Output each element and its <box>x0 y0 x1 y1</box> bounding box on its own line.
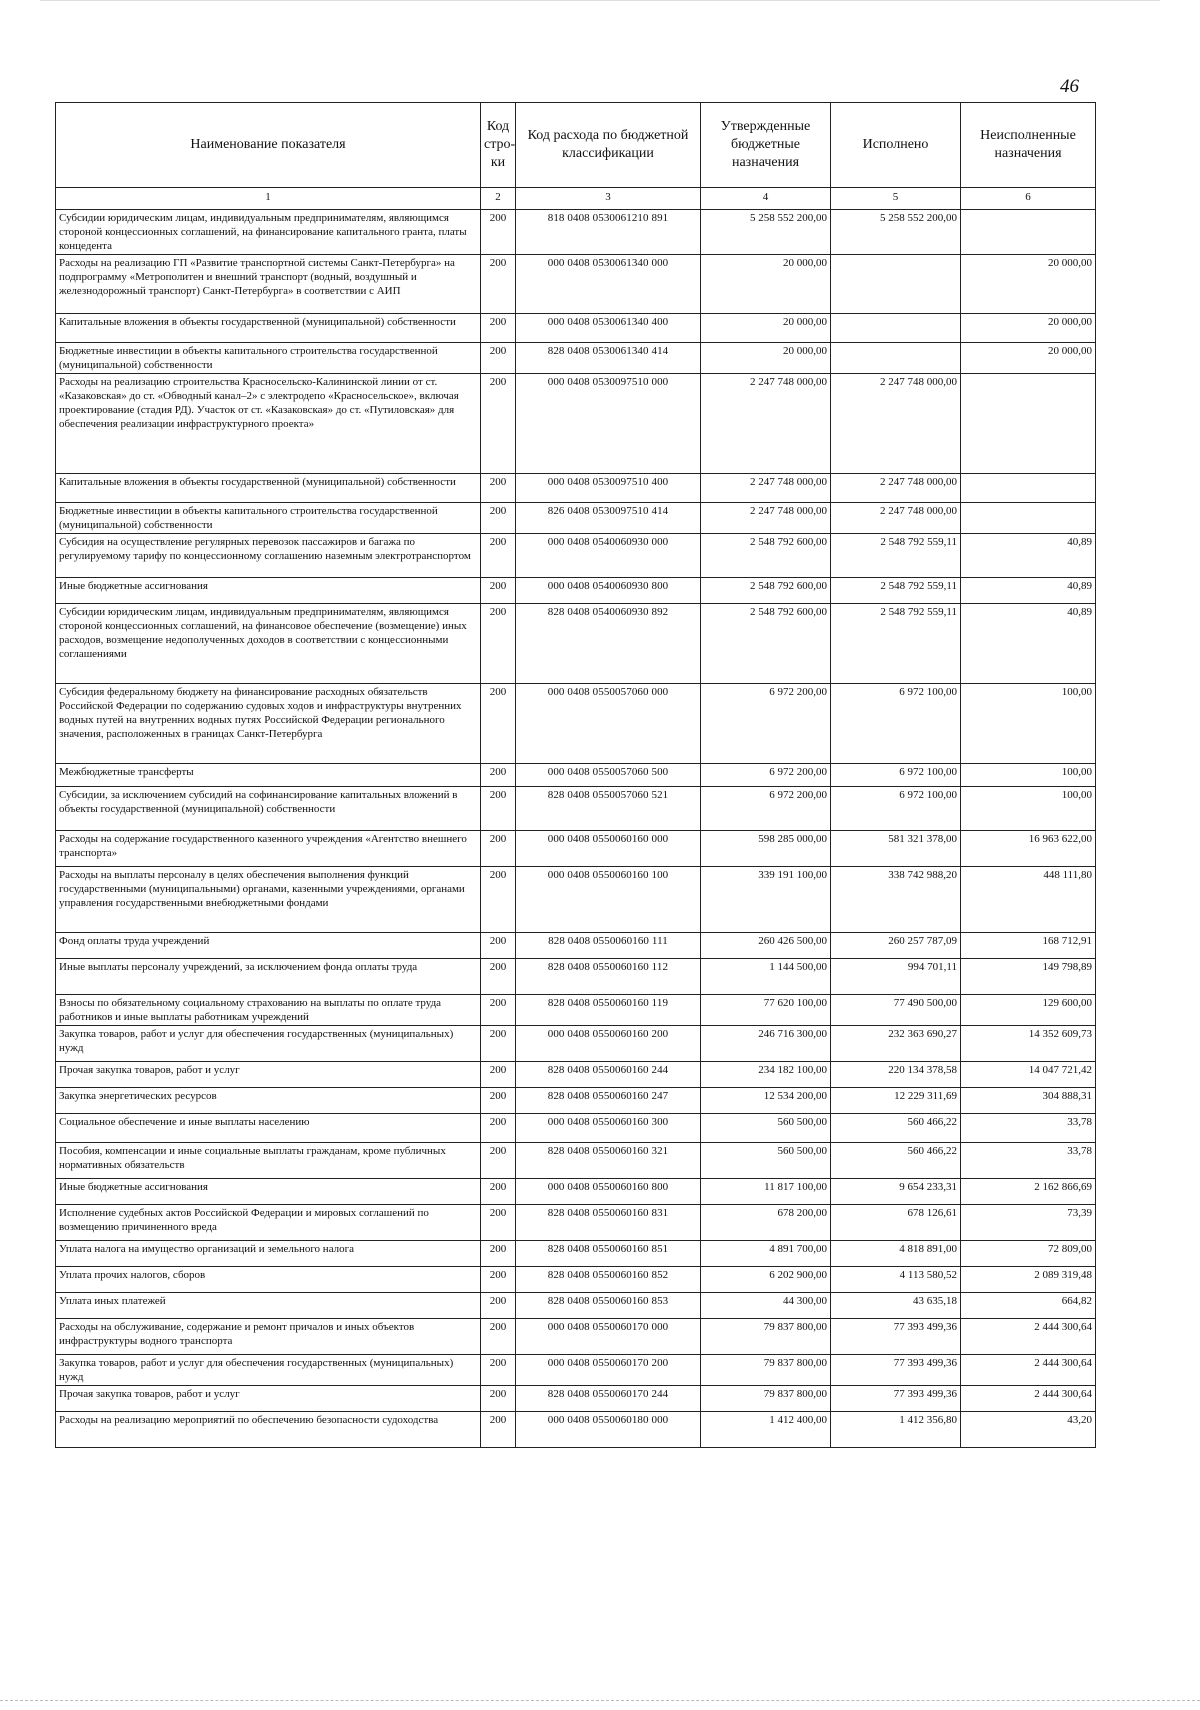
row-kbk-cell: 000 0408 0540060930 000 <box>516 534 701 578</box>
row-unexecuted-cell: 2 444 300,64 <box>961 1319 1096 1355</box>
row-approved-cell: 79 837 800,00 <box>701 1386 831 1412</box>
header-code: Код стро-ки <box>481 103 516 188</box>
table-row <box>56 604 1096 684</box>
row-unexecuted-cell: 304 888,31 <box>961 1088 1096 1114</box>
row-name-cell: Уплата прочих налогов, сборов <box>56 1267 481 1293</box>
table-row <box>56 1293 1096 1319</box>
row-code-cell: 200 <box>481 255 516 314</box>
row-code-cell: 200 <box>481 1386 516 1412</box>
row-name-cell: Прочая закупка товаров, работ и услуг <box>56 1386 481 1412</box>
table-row <box>56 578 1096 604</box>
row-approved-cell: 6 972 200,00 <box>701 684 831 764</box>
row-name-cell: Прочая закупка товаров, работ и услуг <box>56 1062 481 1088</box>
row-name-cell: Межбюджетные трансферты <box>56 764 481 787</box>
row-code-cell: 200 <box>481 374 516 474</box>
row-unexecuted-cell: 33,78 <box>961 1143 1096 1179</box>
row-unexecuted-cell <box>961 503 1096 534</box>
row-executed-cell: 232 363 690,27 <box>831 1026 961 1062</box>
row-kbk-cell: 828 0408 0530061340 414 <box>516 343 701 374</box>
row-name-cell: Расходы на выплаты персоналу в целях обеспечения выполнения функций государственными (муниципальными) органами, казенными учреждениями, органами управления государственными внебюджетными фондами <box>56 867 481 933</box>
row-unexecuted-cell: 100,00 <box>961 787 1096 831</box>
row-unexecuted-cell: 2 444 300,64 <box>961 1386 1096 1412</box>
row-code-cell: 200 <box>481 867 516 933</box>
row-approved-cell: 2 548 792 600,00 <box>701 578 831 604</box>
row-kbk-cell: 000 0408 0530097510 400 <box>516 474 701 503</box>
row-approved-cell: 44 300,00 <box>701 1293 831 1319</box>
header-executed: Исполнено <box>831 103 961 188</box>
table-row <box>56 764 1096 787</box>
header-unexecuted: Неисполненные назначения <box>961 103 1096 188</box>
table-row <box>56 684 1096 764</box>
row-executed-cell: 77 490 500,00 <box>831 995 961 1026</box>
row-name-cell: Уплата иных платежей <box>56 1293 481 1319</box>
table-row <box>56 1179 1096 1205</box>
row-kbk-cell: 000 0408 0530061340 000 <box>516 255 701 314</box>
row-kbk-cell: 828 0408 0550060160 111 <box>516 933 701 959</box>
row-executed-cell: 43 635,18 <box>831 1293 961 1319</box>
row-executed-cell: 4 113 580,52 <box>831 1267 961 1293</box>
row-code-cell: 200 <box>481 787 516 831</box>
row-approved-cell: 5 258 552 200,00 <box>701 210 831 255</box>
row-executed-cell: 1 412 356,80 <box>831 1412 961 1448</box>
column-number: 3 <box>516 188 701 210</box>
row-name-cell: Пособия, компенсации и иные социальные выплаты гражданам, кроме публичных нормативных обязательств <box>56 1143 481 1179</box>
row-name-cell: Расходы на реализацию мероприятий по обеспечению безопасности судоходства <box>56 1412 481 1448</box>
row-kbk-cell: 000 0408 0550060160 000 <box>516 831 701 867</box>
row-executed-cell <box>831 343 961 374</box>
row-approved-cell: 2 548 792 600,00 <box>701 604 831 684</box>
row-kbk-cell: 000 0408 0540060930 800 <box>516 578 701 604</box>
row-unexecuted-cell: 40,89 <box>961 604 1096 684</box>
row-code-cell: 200 <box>481 503 516 534</box>
table-row <box>56 787 1096 831</box>
row-code-cell: 200 <box>481 1267 516 1293</box>
row-unexecuted-cell: 448 111,80 <box>961 867 1096 933</box>
row-code-cell: 200 <box>481 474 516 503</box>
row-code-cell: 200 <box>481 210 516 255</box>
row-approved-cell: 20 000,00 <box>701 314 831 343</box>
row-name-cell: Взносы по обязательному социальному страхованию на выплаты по оплате труда работников и иные выплаты работникам учреждений <box>56 995 481 1026</box>
row-unexecuted-cell <box>961 474 1096 503</box>
row-code-cell: 200 <box>481 343 516 374</box>
row-code-cell: 200 <box>481 1319 516 1355</box>
row-approved-cell: 2 247 748 000,00 <box>701 503 831 534</box>
row-name-cell: Бюджетные инвестиции в объекты капитального строительства государственной (муниципальной) собственности <box>56 503 481 534</box>
table-row <box>56 933 1096 959</box>
row-approved-cell: 2 247 748 000,00 <box>701 474 831 503</box>
row-code-cell: 200 <box>481 933 516 959</box>
row-name-cell: Расходы на содержание государственного казенного учреждения «Агентство внешнего транспорта» <box>56 831 481 867</box>
column-number: 5 <box>831 188 961 210</box>
row-executed-cell: 2 548 792 559,11 <box>831 604 961 684</box>
row-executed-cell: 6 972 100,00 <box>831 684 961 764</box>
row-unexecuted-cell <box>961 374 1096 474</box>
table-row <box>56 534 1096 578</box>
bottom-edge-line <box>0 1700 1200 1701</box>
row-kbk-cell: 000 0408 0550060170 200 <box>516 1355 701 1386</box>
row-code-cell: 200 <box>481 1412 516 1448</box>
row-name-cell: Фонд оплаты труда учреждений <box>56 933 481 959</box>
row-code-cell: 200 <box>481 684 516 764</box>
row-executed-cell: 2 247 748 000,00 <box>831 503 961 534</box>
table-row <box>56 959 1096 995</box>
row-approved-cell: 12 534 200,00 <box>701 1088 831 1114</box>
row-name-cell: Исполнение судебных актов Российской Федерации и мировых соглашений по возмещению причиненного вреда <box>56 1205 481 1241</box>
row-kbk-cell: 000 0408 0550060160 300 <box>516 1114 701 1143</box>
row-unexecuted-cell: 2 089 319,48 <box>961 1267 1096 1293</box>
row-approved-cell: 560 500,00 <box>701 1143 831 1179</box>
table-row <box>56 1355 1096 1386</box>
table-row <box>56 374 1096 474</box>
table-row <box>56 1205 1096 1241</box>
row-code-cell: 200 <box>481 1143 516 1179</box>
row-kbk-cell: 828 0408 0550060160 831 <box>516 1205 701 1241</box>
row-executed-cell: 2 548 792 559,11 <box>831 578 961 604</box>
header-row <box>56 103 1096 188</box>
header-approved: Утвержденные бюджетные назначения <box>701 103 831 188</box>
row-kbk-cell: 828 0408 0540060930 892 <box>516 604 701 684</box>
row-unexecuted-cell: 168 712,91 <box>961 933 1096 959</box>
row-code-cell: 200 <box>481 1293 516 1319</box>
row-name-cell: Иные бюджетные ассигнования <box>56 1179 481 1205</box>
table-row <box>56 474 1096 503</box>
row-code-cell: 200 <box>481 1114 516 1143</box>
row-code-cell: 200 <box>481 1179 516 1205</box>
row-kbk-cell: 000 0408 0550060170 000 <box>516 1319 701 1355</box>
row-name-cell: Социальное обеспечение и иные выплаты населению <box>56 1114 481 1143</box>
row-code-cell: 200 <box>481 1241 516 1267</box>
row-code-cell: 200 <box>481 1205 516 1241</box>
row-name-cell: Субсидия федеральному бюджету на финансирование расходных обязательств Российской Федерации по содержанию судовых ходов и инфраструктуры внутренних водных путей на внутренних водных путях Российской Федерации регионального значения, расположенных в границах Санкт-Петербурга <box>56 684 481 764</box>
row-kbk-cell: 828 0408 0550060160 852 <box>516 1267 701 1293</box>
row-executed-cell: 678 126,61 <box>831 1205 961 1241</box>
row-approved-cell: 1 412 400,00 <box>701 1412 831 1448</box>
table-row <box>56 343 1096 374</box>
row-approved-cell: 598 285 000,00 <box>701 831 831 867</box>
row-approved-cell: 6 972 200,00 <box>701 787 831 831</box>
row-approved-cell: 260 426 500,00 <box>701 933 831 959</box>
row-unexecuted-cell: 149 798,89 <box>961 959 1096 995</box>
row-executed-cell: 560 466,22 <box>831 1114 961 1143</box>
row-kbk-cell: 828 0408 0550060160 244 <box>516 1062 701 1088</box>
row-code-cell: 200 <box>481 314 516 343</box>
row-approved-cell: 339 191 100,00 <box>701 867 831 933</box>
row-unexecuted-cell: 40,89 <box>961 578 1096 604</box>
row-executed-cell: 220 134 378,58 <box>831 1062 961 1088</box>
row-name-cell: Расходы на реализацию строительства Красносельско-Калининской линии от ст. «Казаковская» до ст. «Обводный канал–2» с электродепо «Красносельское», включая проектирование (стадия РД). Участок от ст. «Казаковская» до ст. «Путиловская» для обеспечения реализации инфраструктурного проекта» <box>56 374 481 474</box>
row-name-cell: Иные выплаты персоналу учреждений, за исключением фонда оплаты труда <box>56 959 481 995</box>
column-number: 6 <box>961 188 1096 210</box>
row-kbk-cell: 828 0408 0550060160 247 <box>516 1088 701 1114</box>
table-row <box>56 1062 1096 1088</box>
table-row <box>56 995 1096 1026</box>
table-row <box>56 831 1096 867</box>
row-unexecuted-cell: 100,00 <box>961 684 1096 764</box>
page-number: 46 <box>1060 76 1079 97</box>
row-approved-cell: 2 247 748 000,00 <box>701 374 831 474</box>
row-name-cell: Закупка товаров, работ и услуг для обеспечения государственных (муниципальных) нужд <box>56 1026 481 1062</box>
table-row <box>56 1241 1096 1267</box>
row-approved-cell: 11 817 100,00 <box>701 1179 831 1205</box>
row-kbk-cell: 000 0408 0550057060 000 <box>516 684 701 764</box>
header-kbk: Код расхода по бюджетной классификации <box>516 103 701 188</box>
row-name-cell: Субсидии юридическим лицам, индивидуальным предпринимателям, являющимся стороной концессионных соглашений, на финансовое обеспечение (возмещение) иных расходов, возмещение недополученных доходов в соответствии с концессионными соглашениями <box>56 604 481 684</box>
row-executed-cell: 338 742 988,20 <box>831 867 961 933</box>
row-name-cell: Уплата налога на имущество организаций и земельного налога <box>56 1241 481 1267</box>
row-executed-cell: 9 654 233,31 <box>831 1179 961 1205</box>
column-number: 1 <box>56 188 481 210</box>
row-name-cell: Иные бюджетные ассигнования <box>56 578 481 604</box>
table-row <box>56 867 1096 933</box>
row-executed-cell: 12 229 311,69 <box>831 1088 961 1114</box>
table-row <box>56 1026 1096 1062</box>
budget-execution-table <box>55 102 1096 1448</box>
row-kbk-cell: 818 0408 0530061210 891 <box>516 210 701 255</box>
column-number: 4 <box>701 188 831 210</box>
row-approved-cell: 234 182 100,00 <box>701 1062 831 1088</box>
row-kbk-cell: 828 0408 0550060160 321 <box>516 1143 701 1179</box>
row-unexecuted-cell: 73,39 <box>961 1205 1096 1241</box>
row-unexecuted-cell: 2 444 300,64 <box>961 1355 1096 1386</box>
row-approved-cell: 246 716 300,00 <box>701 1026 831 1062</box>
row-code-cell: 200 <box>481 959 516 995</box>
table-row <box>56 1114 1096 1143</box>
row-code-cell: 200 <box>481 1062 516 1088</box>
table-row <box>56 1386 1096 1412</box>
column-number-row <box>56 188 1096 210</box>
row-kbk-cell: 828 0408 0550057060 521 <box>516 787 701 831</box>
row-approved-cell: 4 891 700,00 <box>701 1241 831 1267</box>
row-executed-cell: 2 548 792 559,11 <box>831 534 961 578</box>
row-code-cell: 200 <box>481 831 516 867</box>
row-unexecuted-cell: 40,89 <box>961 534 1096 578</box>
row-unexecuted-cell: 20 000,00 <box>961 343 1096 374</box>
row-name-cell: Субсидия на осуществление регулярных перевозок пассажиров и багажа по регулируемому тарифу по концессионному соглашению наземным электротранспортом <box>56 534 481 578</box>
row-unexecuted-cell: 664,82 <box>961 1293 1096 1319</box>
row-approved-cell: 2 548 792 600,00 <box>701 534 831 578</box>
table-row <box>56 314 1096 343</box>
row-kbk-cell: 000 0408 0550060180 000 <box>516 1412 701 1448</box>
row-unexecuted-cell: 16 963 622,00 <box>961 831 1096 867</box>
row-name-cell: Бюджетные инвестиции в объекты капитального строительства государственной (муниципальной) собственности <box>56 343 481 374</box>
row-kbk-cell: 828 0408 0550060160 851 <box>516 1241 701 1267</box>
row-kbk-cell: 826 0408 0530097510 414 <box>516 503 701 534</box>
row-name-cell: Закупка энергетических ресурсов <box>56 1088 481 1114</box>
row-unexecuted-cell: 72 809,00 <box>961 1241 1096 1267</box>
row-executed-cell: 2 247 748 000,00 <box>831 474 961 503</box>
row-approved-cell: 20 000,00 <box>701 255 831 314</box>
row-approved-cell: 6 202 900,00 <box>701 1267 831 1293</box>
row-approved-cell: 79 837 800,00 <box>701 1319 831 1355</box>
row-kbk-cell: 000 0408 0530061340 400 <box>516 314 701 343</box>
row-unexecuted-cell: 2 162 866,69 <box>961 1179 1096 1205</box>
table-row <box>56 1319 1096 1355</box>
row-executed-cell: 4 818 891,00 <box>831 1241 961 1267</box>
row-kbk-cell: 828 0408 0550060170 244 <box>516 1386 701 1412</box>
table-row <box>56 1412 1096 1448</box>
row-name-cell: Расходы на обслуживание, содержание и ремонт причалов и иных объектов инфраструктуры водного транспорта <box>56 1319 481 1355</box>
row-name-cell: Капитальные вложения в объекты государственной (муниципальной) собственности <box>56 474 481 503</box>
row-kbk-cell: 000 0408 0550057060 500 <box>516 764 701 787</box>
row-name-cell: Субсидии, за исключением субсидий на софинансирование капитальных вложений в объекты государственной (муниципальной) собственности <box>56 787 481 831</box>
row-name-cell: Капитальные вложения в объекты государственной (муниципальной) собственности <box>56 314 481 343</box>
row-unexecuted-cell: 20 000,00 <box>961 314 1096 343</box>
row-name-cell: Субсидии юридическим лицам, индивидуальным предпринимателям, являющимся стороной концессионных соглашений, на финансирование капитального гранта, платы концедента <box>56 210 481 255</box>
table-row <box>56 1088 1096 1114</box>
row-executed-cell: 260 257 787,09 <box>831 933 961 959</box>
row-code-cell: 200 <box>481 995 516 1026</box>
row-unexecuted-cell: 100,00 <box>961 764 1096 787</box>
row-code-cell: 200 <box>481 578 516 604</box>
row-approved-cell: 678 200,00 <box>701 1205 831 1241</box>
row-code-cell: 200 <box>481 1026 516 1062</box>
row-name-cell: Расходы на реализацию ГП «Развитие транспортной системы Санкт-Петербурга» на подпрограмму «Метрополитен и внешний транспорт (водный, воздушный и железнодорожный транспорт) Санкт-Петербурга» в соответствии с АИП <box>56 255 481 314</box>
row-executed-cell: 77 393 499,36 <box>831 1386 961 1412</box>
row-kbk-cell: 000 0408 0550060160 800 <box>516 1179 701 1205</box>
row-executed-cell <box>831 255 961 314</box>
row-code-cell: 200 <box>481 604 516 684</box>
row-executed-cell: 77 393 499,36 <box>831 1355 961 1386</box>
row-executed-cell: 6 972 100,00 <box>831 764 961 787</box>
row-code-cell: 200 <box>481 764 516 787</box>
row-code-cell: 200 <box>481 1355 516 1386</box>
top-edge-line <box>40 0 1160 1</box>
table-row <box>56 210 1096 255</box>
row-kbk-cell: 828 0408 0550060160 853 <box>516 1293 701 1319</box>
row-approved-cell: 77 620 100,00 <box>701 995 831 1026</box>
row-kbk-cell: 000 0408 0530097510 000 <box>516 374 701 474</box>
row-executed-cell: 994 701,11 <box>831 959 961 995</box>
row-name-cell: Закупка товаров, работ и услуг для обеспечения государственных (муниципальных) нужд <box>56 1355 481 1386</box>
row-unexecuted-cell: 33,78 <box>961 1114 1096 1143</box>
row-approved-cell: 20 000,00 <box>701 343 831 374</box>
row-executed-cell: 77 393 499,36 <box>831 1319 961 1355</box>
row-kbk-cell: 000 0408 0550060160 100 <box>516 867 701 933</box>
row-executed-cell: 2 247 748 000,00 <box>831 374 961 474</box>
row-unexecuted-cell: 14 352 609,73 <box>961 1026 1096 1062</box>
row-approved-cell: 1 144 500,00 <box>701 959 831 995</box>
row-executed-cell <box>831 314 961 343</box>
row-kbk-cell: 828 0408 0550060160 119 <box>516 995 701 1026</box>
row-code-cell: 200 <box>481 1088 516 1114</box>
row-unexecuted-cell <box>961 210 1096 255</box>
row-approved-cell: 6 972 200,00 <box>701 764 831 787</box>
row-approved-cell: 79 837 800,00 <box>701 1355 831 1386</box>
row-executed-cell: 6 972 100,00 <box>831 787 961 831</box>
row-unexecuted-cell: 14 047 721,42 <box>961 1062 1096 1088</box>
row-unexecuted-cell: 129 600,00 <box>961 995 1096 1026</box>
row-approved-cell: 560 500,00 <box>701 1114 831 1143</box>
table-row <box>56 255 1096 314</box>
row-executed-cell: 560 466,22 <box>831 1143 961 1179</box>
table-body <box>56 210 1096 1448</box>
row-executed-cell: 5 258 552 200,00 <box>831 210 961 255</box>
row-kbk-cell: 828 0408 0550060160 112 <box>516 959 701 995</box>
row-executed-cell: 581 321 378,00 <box>831 831 961 867</box>
table-row <box>56 1267 1096 1293</box>
header-name: Наименование показателя <box>56 103 481 188</box>
column-number: 2 <box>481 188 516 210</box>
row-code-cell: 200 <box>481 534 516 578</box>
table-row <box>56 1143 1096 1179</box>
row-unexecuted-cell: 43,20 <box>961 1412 1096 1448</box>
table-row <box>56 503 1096 534</box>
row-kbk-cell: 000 0408 0550060160 200 <box>516 1026 701 1062</box>
row-unexecuted-cell: 20 000,00 <box>961 255 1096 314</box>
